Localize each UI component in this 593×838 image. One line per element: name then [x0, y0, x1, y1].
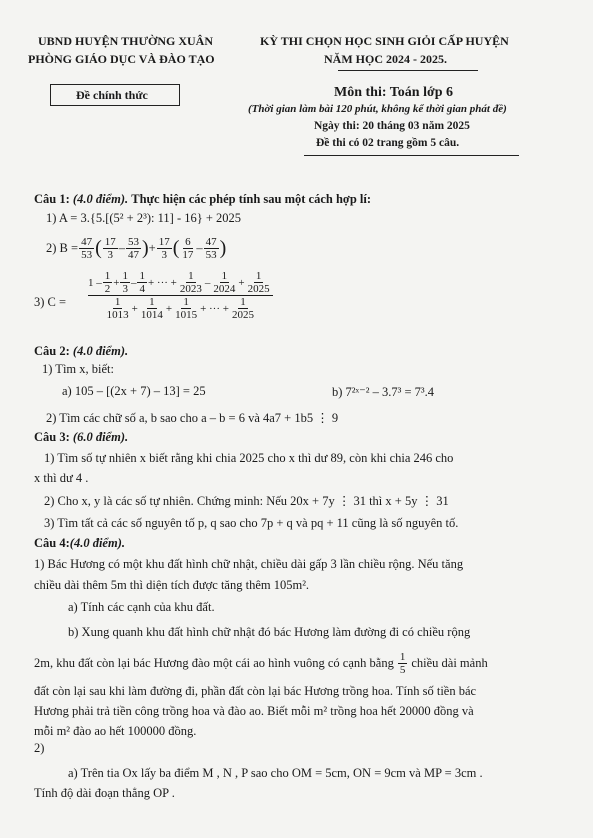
- q4-l1-right: chiều dài mảnh: [411, 656, 488, 670]
- q4-line3: Hương phải trả tiền công trồng hoa và đào ao. Biết mỗi m² trồng hoa hết 20000 đồng và: [34, 704, 474, 718]
- frac-17-3b: $\frac{17}{3}$: [158, 236, 170, 261]
- q4-part1-line2: chiều dài thêm 5m thì diện tích được tăng thêm 105m².: [34, 578, 310, 592]
- frac-17-3: $\frac{17}{3}$: [104, 236, 116, 261]
- q4-part1-line1: 1) Bác Hương có một khu đất hình chữ nhật, chiều dài gấp 3 lần chiều rộng. Nếu tăng: [34, 557, 464, 571]
- q1-part3-expression: [88, 270, 273, 321]
- frac-6-17: $\frac{6}{17}$: [182, 236, 194, 261]
- q1-part2: 2) B = $\frac{47}{53}$ ( $\frac{17}{3}$ – $\frac{53}{47}$ ) + $\frac{17}{3}$ ( $\frac{6}{17}$ – $\frac{47}{53}$ ): [46, 236, 227, 261]
- subject-title: Môn thi: Toán lớp 6: [334, 85, 454, 100]
- header-right-line1: KỲ THI CHỌN HỌC SINH GIỎI CẤP HUYỆN: [260, 34, 509, 48]
- q3-title: Câu 3:: [34, 430, 70, 444]
- q1-part3-numerator: 1 – $\frac{1}{2}$ + $\frac{1}{3}$ – $\frac{1}{4}$ + ··· + $\frac{1}{2023}$ – $\frac{1}{2024}$ + $\frac{1}{2025}$: [88, 270, 270, 295]
- official-label: Đề chính thức: [76, 88, 148, 102]
- q2-part1a: a) 105 – [(2x + 7) – 13] = 25: [62, 384, 206, 398]
- frac-47-53b: $\frac{47}{53}$: [205, 236, 217, 261]
- q1-part1: 1) A = 3.{5.[(5² + 2³): 11] - 16} + 2025: [46, 211, 242, 225]
- q4-line2: đất còn lại sau khi làm đường đi, phần đất còn lại bác Hương trồng hoa. Tính số tiền bác: [34, 684, 477, 698]
- q4-title: Câu 4:: [34, 536, 70, 550]
- q4-part2b: Tính độ dài đoạn thẳng OP .: [34, 786, 175, 800]
- q4-part2a: a) Trên tia Ox lấy ba điểm M , N , P sao cho OM = 5cm, ON = 9cm và MP = 3cm .: [68, 766, 483, 780]
- q4-l1-left: 2m, khu đất còn lại bác Hương đào một cái ao hình vuông có cạnh bằng: [34, 656, 394, 670]
- header-rule: [304, 155, 519, 156]
- q3-part1-line1: 1) Tìm số tự nhiên x biết rằng khi chia 2025 cho x thì dư 89, còn khi chia 246 cho: [44, 451, 454, 465]
- q1-desc: Thực hiện các phép tính sau một cách hợp lí:: [131, 192, 372, 206]
- q1-title: Câu 1:: [34, 192, 70, 206]
- q1-part2-prefix: 2) B =: [46, 241, 79, 255]
- q4-part1b-line1: [34, 651, 488, 676]
- q2-points: (4.0 điểm).: [72, 344, 129, 358]
- q1-part3-prefix: 3) C =: [34, 295, 67, 309]
- frac-53-47: $\frac{53}{47}$: [127, 236, 139, 261]
- q4-line4: mỗi m² đào ao hết 100000 đồng.: [34, 724, 197, 738]
- q3-part1-line2: x thì dư 4 .: [34, 471, 89, 485]
- time-note: (Thời gian làm bài 120 phút, không kể thời gian phát đề): [248, 103, 507, 115]
- header-underline: [338, 70, 478, 71]
- q1-part3-denominator: $\frac{1}{1013}$ + $\frac{1}{1014}$ + $\frac{1}{1015}$ + ··· + $\frac{1}{2025}$: [106, 296, 254, 321]
- page-count: Đề thi có 02 trang gồm 5 câu.: [316, 137, 460, 149]
- q1-heading: [34, 192, 371, 207]
- header-left-line1: UBND HUYỆN THƯỜNG XUÂN: [38, 34, 214, 48]
- header-right-line2: NĂM HỌC 2024 - 2025.: [324, 52, 447, 66]
- exam-date: Ngày thi: 20 tháng 03 năm 2025: [314, 120, 470, 132]
- q4-part1b: b) Xung quanh khu đất hình chữ nhật đó bác Hương làm đường đi có chiều rộng: [68, 625, 471, 639]
- q4-part1a: a) Tính các cạnh của khu đất.: [68, 600, 215, 614]
- q3-part3: 3) Tìm tất cả các số nguyên tố p, q sao cho 7p + q và pq + 11 cũng là số nguyên tố.: [44, 516, 459, 530]
- q4-points: (4.0 điểm).: [69, 536, 125, 550]
- frac-47-53: $\frac{47}{53}$: [81, 236, 93, 261]
- q3-points: (6.0 điểm).: [72, 430, 129, 444]
- q2-part2: 2) Tìm các chữ số a, b sao cho a – b = 6 và 4a7 + 1b5 ⋮ 9: [46, 411, 339, 425]
- q4-part2: 2): [34, 741, 45, 755]
- q3-part2: 2) Cho x, y là các số tự nhiên. Chứng minh: Nếu 20x + 7y ⋮ 31 thì x + 5y ⋮ 31: [44, 494, 449, 508]
- q2-part1b: b) 7²ˣ⁻² – 3.7³ = 7³.4: [332, 385, 435, 399]
- q2-title: Câu 2:: [34, 344, 70, 358]
- q2-part1: 1) Tìm x, biết:: [42, 362, 114, 376]
- q3-heading: [34, 430, 128, 445]
- header-left-line2: PHÒNG GIÁO DỤC VÀ ĐÀO TẠO: [28, 52, 215, 66]
- q1-points: (4.0 điểm).: [72, 192, 129, 206]
- q4-heading: [34, 536, 125, 551]
- q2-heading: [34, 344, 128, 359]
- frac-1-5: $\frac{1}{5}$: [399, 651, 406, 676]
